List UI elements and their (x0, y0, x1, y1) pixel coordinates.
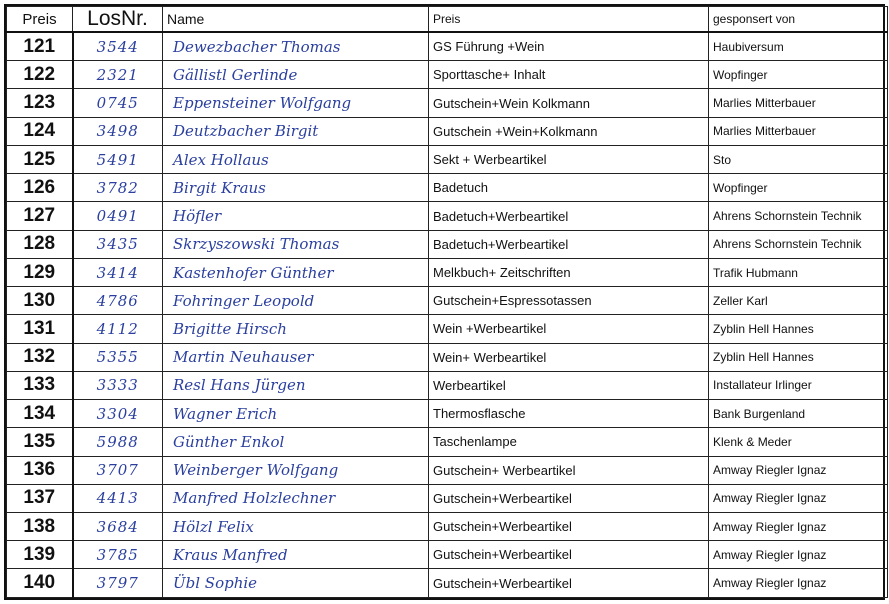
table-row (7, 513, 888, 541)
table-row (7, 315, 888, 343)
prize-number-cell: 135 (7, 428, 73, 456)
sponsor-cell: Zeller Karl (709, 287, 888, 315)
prize-number-cell: 140 (7, 569, 73, 598)
winner-name-cell: Übl Sophie (163, 569, 429, 598)
prize-number-cell: 137 (7, 484, 73, 512)
prize-cell: GS Führung +Wein (429, 32, 709, 61)
prize-cell: Gutschein +Wein+Kolkmann (429, 117, 709, 145)
winner-name-cell: Alex Hollaus (163, 145, 429, 173)
prize-number-cell: 134 (7, 400, 73, 428)
winner-name-cell: Wagner Erich (163, 400, 429, 428)
sponsor-cell: Installateur Irlinger (709, 371, 888, 399)
prize-number-cell: 125 (7, 145, 73, 173)
prize-number-cell: 136 (7, 456, 73, 484)
prize-number-cell: 133 (7, 371, 73, 399)
sponsor-cell: Wopfinger (709, 174, 888, 202)
prize-cell: Thermosflasche (429, 400, 709, 428)
table-row (7, 117, 888, 145)
ticket-number-cell: 3333 (73, 371, 163, 399)
prize-cell: Werbeartikel (429, 371, 709, 399)
winner-name-cell: Kraus Manfred (163, 541, 429, 569)
table-row (7, 230, 888, 258)
ticket-number-cell: 3544 (73, 32, 163, 61)
winner-name-cell: Kastenhofer Günther (163, 258, 429, 286)
sponsor-cell: Wopfinger (709, 61, 888, 89)
header-prize-number: Preis (7, 7, 73, 33)
prize-cell: Gutschein+ Werbeartikel (429, 456, 709, 484)
ticket-number-cell: 2321 (73, 61, 163, 89)
sponsor-cell: Klenk & Meder (709, 428, 888, 456)
winner-name-cell: Günther Enkol (163, 428, 429, 456)
sponsor-cell: Amway Riegler Ignaz (709, 541, 888, 569)
table-row (7, 287, 888, 315)
ticket-number-cell: 4112 (73, 315, 163, 343)
prize-number-cell: 132 (7, 343, 73, 371)
winner-name-cell: Dewezbacher Thomas (163, 32, 429, 61)
sponsor-cell: Marlies Mitterbauer (709, 117, 888, 145)
ticket-number-cell: 3414 (73, 258, 163, 286)
table-row (7, 258, 888, 286)
sponsor-cell: Amway Riegler Ignaz (709, 513, 888, 541)
header-name: Name (163, 7, 429, 33)
table-row (7, 484, 888, 512)
prize-cell: Gutschein+Werbeartikel (429, 569, 709, 598)
sponsor-cell: Zyblin Hell Hannes (709, 315, 888, 343)
ticket-number-cell: 3498 (73, 117, 163, 145)
table-row (7, 371, 888, 399)
ticket-number-cell: 3782 (73, 174, 163, 202)
ticket-number-cell: 3785 (73, 541, 163, 569)
winner-name-cell: Hölzl Felix (163, 513, 429, 541)
prize-cell: Gutschein+Wein Kolkmann (429, 89, 709, 117)
ticket-number-cell: 5355 (73, 343, 163, 371)
table-row (7, 145, 888, 173)
prize-number-cell: 139 (7, 541, 73, 569)
prize-number-cell: 131 (7, 315, 73, 343)
ticket-number-cell: 3435 (73, 230, 163, 258)
sponsor-cell: Ahrens Schornstein Technik (709, 202, 888, 230)
prize-number-cell: 128 (7, 230, 73, 258)
table-row (7, 202, 888, 230)
prize-cell: Wein+ Werbeartikel (429, 343, 709, 371)
prize-cell: Gutschein+Werbeartikel (429, 541, 709, 569)
raffle-sheet (4, 4, 885, 600)
table-row (7, 61, 888, 89)
prize-cell: Badetuch+Werbeartikel (429, 230, 709, 258)
table-row (7, 569, 888, 598)
table-body (7, 32, 888, 598)
ticket-number-cell: 3304 (73, 400, 163, 428)
ticket-number-cell: 3797 (73, 569, 163, 598)
winner-name-cell: Höfler (163, 202, 429, 230)
ticket-number-cell: 0745 (73, 89, 163, 117)
sponsor-cell: Zyblin Hell Hannes (709, 343, 888, 371)
header-prize: Preis (429, 7, 709, 33)
table-row (7, 32, 888, 61)
ticket-number-cell: 3684 (73, 513, 163, 541)
prize-number-cell: 138 (7, 513, 73, 541)
sponsor-cell: Sto (709, 145, 888, 173)
prize-cell: Gutschein+Werbeartikel (429, 513, 709, 541)
winner-name-cell: Resl Hans Jürgen (163, 371, 429, 399)
table-row (7, 400, 888, 428)
prize-number-cell: 130 (7, 287, 73, 315)
prize-number-cell: 124 (7, 117, 73, 145)
prize-cell: Gutschein+Werbeartikel (429, 484, 709, 512)
winner-name-cell: Brigitte Hirsch (163, 315, 429, 343)
sponsor-cell: Bank Burgenland (709, 400, 888, 428)
table-row (7, 89, 888, 117)
winner-name-cell: Manfred Holzlechner (163, 484, 429, 512)
prize-cell: Badetuch+Werbeartikel (429, 202, 709, 230)
winner-name-cell: Birgit Kraus (163, 174, 429, 202)
winner-name-cell: Deutzbacher Birgit (163, 117, 429, 145)
prize-number-cell: 127 (7, 202, 73, 230)
ticket-number-cell: 5491 (73, 145, 163, 173)
table-row (7, 174, 888, 202)
sponsor-cell: Trafik Hubmann (709, 258, 888, 286)
winner-name-cell: Fohringer Leopold (163, 287, 429, 315)
sponsor-cell: Amway Riegler Ignaz (709, 456, 888, 484)
table-row (7, 456, 888, 484)
prize-cell: Wein +Werbeartikel (429, 315, 709, 343)
winner-name-cell: Weinberger Wolfgang (163, 456, 429, 484)
winner-name-cell: Gällistl Gerlinde (163, 61, 429, 89)
ticket-number-cell: 5988 (73, 428, 163, 456)
ticket-number-cell: 4413 (73, 484, 163, 512)
prize-number-cell: 126 (7, 174, 73, 202)
prize-number-cell: 129 (7, 258, 73, 286)
sponsor-cell: Ahrens Schornstein Technik (709, 230, 888, 258)
header-row (7, 7, 888, 33)
sponsor-cell: Haubiversum (709, 32, 888, 61)
ticket-number-cell: 0491 (73, 202, 163, 230)
prize-number-cell: 123 (7, 89, 73, 117)
ticket-number-cell: 3707 (73, 456, 163, 484)
sponsor-cell: Amway Riegler Ignaz (709, 484, 888, 512)
prize-cell: Sekt + Werbeartikel (429, 145, 709, 173)
prize-cell: Sporttasche+ Inhalt (429, 61, 709, 89)
table-row (7, 343, 888, 371)
prize-cell: Taschenlampe (429, 428, 709, 456)
header-sponsor: gesponsert von (709, 7, 888, 33)
sponsor-cell: Amway Riegler Ignaz (709, 569, 888, 598)
table-row (7, 541, 888, 569)
sponsor-cell: Marlies Mitterbauer (709, 89, 888, 117)
prize-number-cell: 121 (7, 32, 73, 61)
prize-cell: Gutschein+Espressotassen (429, 287, 709, 315)
winner-name-cell: Eppensteiner Wolfgang (163, 89, 429, 117)
prize-cell: Badetuch (429, 174, 709, 202)
prize-number-cell: 122 (7, 61, 73, 89)
prize-table (6, 6, 888, 598)
winner-name-cell: Martin Neuhauser (163, 343, 429, 371)
header-ticket-number: LosNr. (73, 7, 163, 33)
ticket-number-cell: 4786 (73, 287, 163, 315)
prize-cell: Melkbuch+ Zeitschriften (429, 258, 709, 286)
table-row (7, 428, 888, 456)
winner-name-cell: Skrzyszowski Thomas (163, 230, 429, 258)
